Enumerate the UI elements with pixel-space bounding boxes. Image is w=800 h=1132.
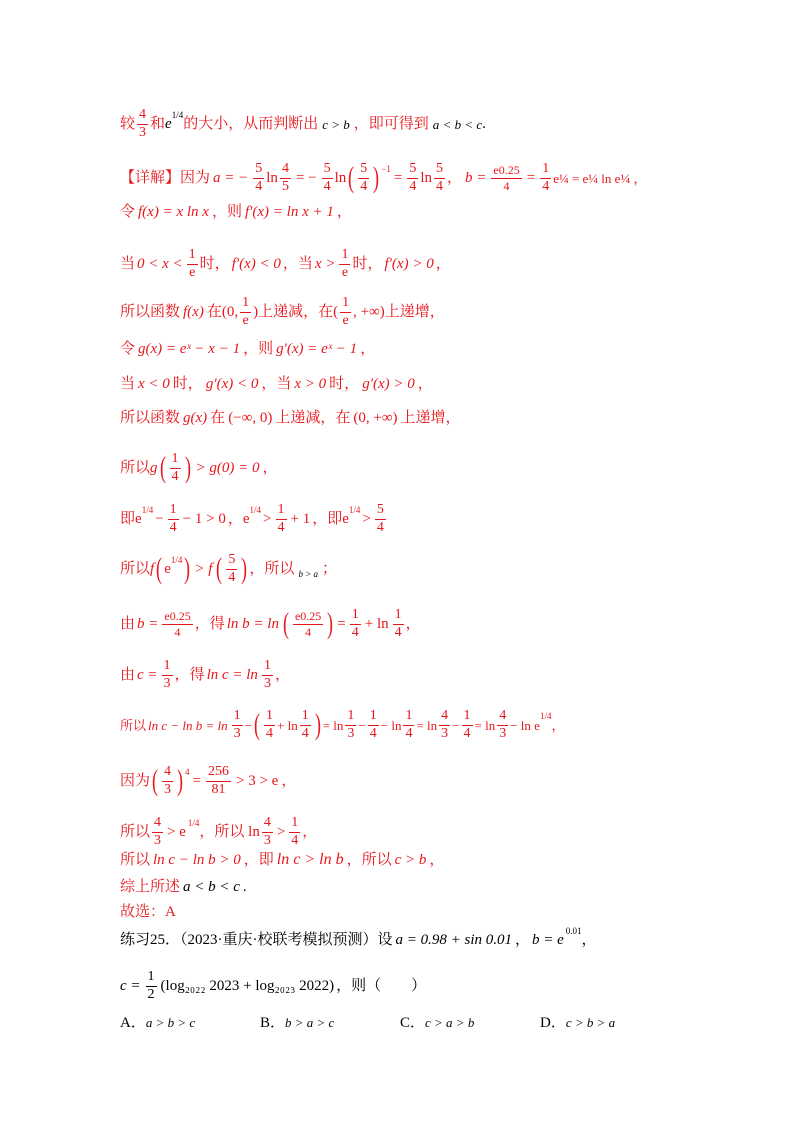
solution-line-1: 较 $\frac{4}{3}$ 和 e 1/4 的大小，从而判断出 c > b ，即可得到 a < b < c . xyxy=(120,107,486,140)
option-c[interactable]: C．c > a > b xyxy=(400,1015,475,1031)
math: a < b < c xyxy=(432,116,483,132)
math-small: b > a xyxy=(298,568,319,579)
solution-line-10: 即 e 1/4 − $\frac{1}{4}$ − 1 > 0 ， e 1/4 > $\frac{1}{4}$ + 1 ，即 e 1/4 > $\frac{5}{4}$ xyxy=(120,502,384,535)
option-d[interactable]: D．c > b > a xyxy=(540,1015,616,1031)
math: e xyxy=(165,115,172,132)
math: a = − xyxy=(213,169,249,186)
exercise-25-c-def: c = $\frac{1}{2}$ (log₂₀₂₂ 2023 + log₂₀₂₃ 2022) ，则（ ） xyxy=(120,969,427,1002)
solution-line-15: 因为 ( $\frac{4}{3}$ ) 4 = $\frac{256}{81}$ > 3 > e ， xyxy=(120,764,297,798)
solution-line-3: 令 f(x) = x ln x ，则 f′(x) = ln x + 1 ， xyxy=(120,204,352,220)
detail-label: 【详解】因为 xyxy=(120,169,211,186)
solution-line-5: 所以函数 f(x) 在 (0, $\frac{1}{e}$ ) 上递减，在 ( $\frac{1}{e}$ , +∞) 上递增， xyxy=(120,295,445,328)
solution-line-9: 所以 g ( $\frac{1}{4}$ ) > g(0) = 0 ， xyxy=(120,451,278,485)
exponent: 1/4 xyxy=(171,109,184,120)
text: 较 xyxy=(120,115,136,132)
solution-line-14: 所以 ln c − ln b = ln $\frac{1}{3}$ − ( $\frac{1}{4}$ + ln $\frac{1}{4}$ ) = ln $\frac{1}{3}$ − $\frac{1}{4}$ − ln $\frac{1}{4}$ = ln $\frac{4}{3}$ − $\frac{1}{4}$ = ln $\frac{4}{3}$ − ln e 1/4 ， xyxy=(120,708,565,742)
exercise-label: 练习25．（2023·重庆·校联考模拟预测）设 xyxy=(120,932,393,948)
fraction: $\frac{4}{3}$ xyxy=(139,107,147,140)
text: 的大小，从而判断出 xyxy=(183,115,319,132)
math: f(x) = x ln x xyxy=(138,204,209,220)
option-a[interactable]: A．a > b > c xyxy=(120,1015,196,1031)
exercise-25-stem: 练习25．（2023·重庆·校联考模拟预测）设 a = 0.98 + sin 0.01 ， b = e 0.01 ， xyxy=(120,926,597,948)
answer-line xyxy=(120,905,710,920)
solution-line-12: 由 b = $\frac{e0.25}{4}$ ，得 ln b = ln ( $\frac{e0.25}{4}$ ) = $\frac{1}{4}$ + ln $\frac{1}{4}$ ， xyxy=(120,607,421,641)
solution-line-2: 【详解】因为 a = − $\frac{5}{4}$ ln $\frac{4}{5}$ = − $\frac{5}{4}$ ln ( $\frac{5}{4}$ ) −1 = $\frac{5}{4}$ ln $\frac{5}{4}$ ， b = $\frac{e0.25}{4}$ = $\frac{1}{4}$ e¼ = e¼ ln e¼ ， xyxy=(120,161,647,195)
solution-line-4: 当 0 < x < $\frac{1}{e}$ 时， f′(x) < 0 ，当 x > $\frac{1}{e}$ 时， f′(x) > 0 ， xyxy=(120,247,451,280)
solution-line-6: 令 g(x) = eˣ − x − 1 ，则 g′(x) = eˣ − 1 ， xyxy=(120,341,376,357)
solution-line-18: 综上所述 a < b < c . xyxy=(120,879,247,895)
math: f′(x) = ln x + 1 xyxy=(244,204,334,220)
solution-line-16: 所以 $\frac{4}{3}$ > e 1/4 ，所以 ln $\frac{4}{3}$ > $\frac{1}{4}$ ， xyxy=(120,815,318,848)
exercise-25-options xyxy=(120,1016,710,1031)
text: 和 xyxy=(150,115,166,132)
solution-line-17: 所以 ln c − ln b > 0 ，即 ln c > ln b ，所以 c > b ， xyxy=(120,851,445,868)
option-b[interactable]: B．b > a > c xyxy=(260,1015,335,1031)
solution-line-11: 所以 f ( e 1/4 ) > f ( $\frac{5}{4}$ ) ，所以 b > a ； xyxy=(120,552,338,586)
text: ，即可得到 xyxy=(353,115,429,132)
math: c > b xyxy=(322,116,350,132)
solution-line-13: 由 c = $\frac{1}{3}$ ，得 ln c = ln $\frac{1}{3}$ ， xyxy=(120,658,290,691)
answer-text: 故选：A xyxy=(120,904,176,920)
solution-line-7: 当 x < 0 时， g′(x) < 0 ，当 x > 0 时， g′(x) > 0 ， xyxy=(120,376,433,392)
solution-line-8: 所以函数 g(x) 在 (−∞, 0) 上递减，在 (0, +∞) 上递增， xyxy=(120,410,461,426)
